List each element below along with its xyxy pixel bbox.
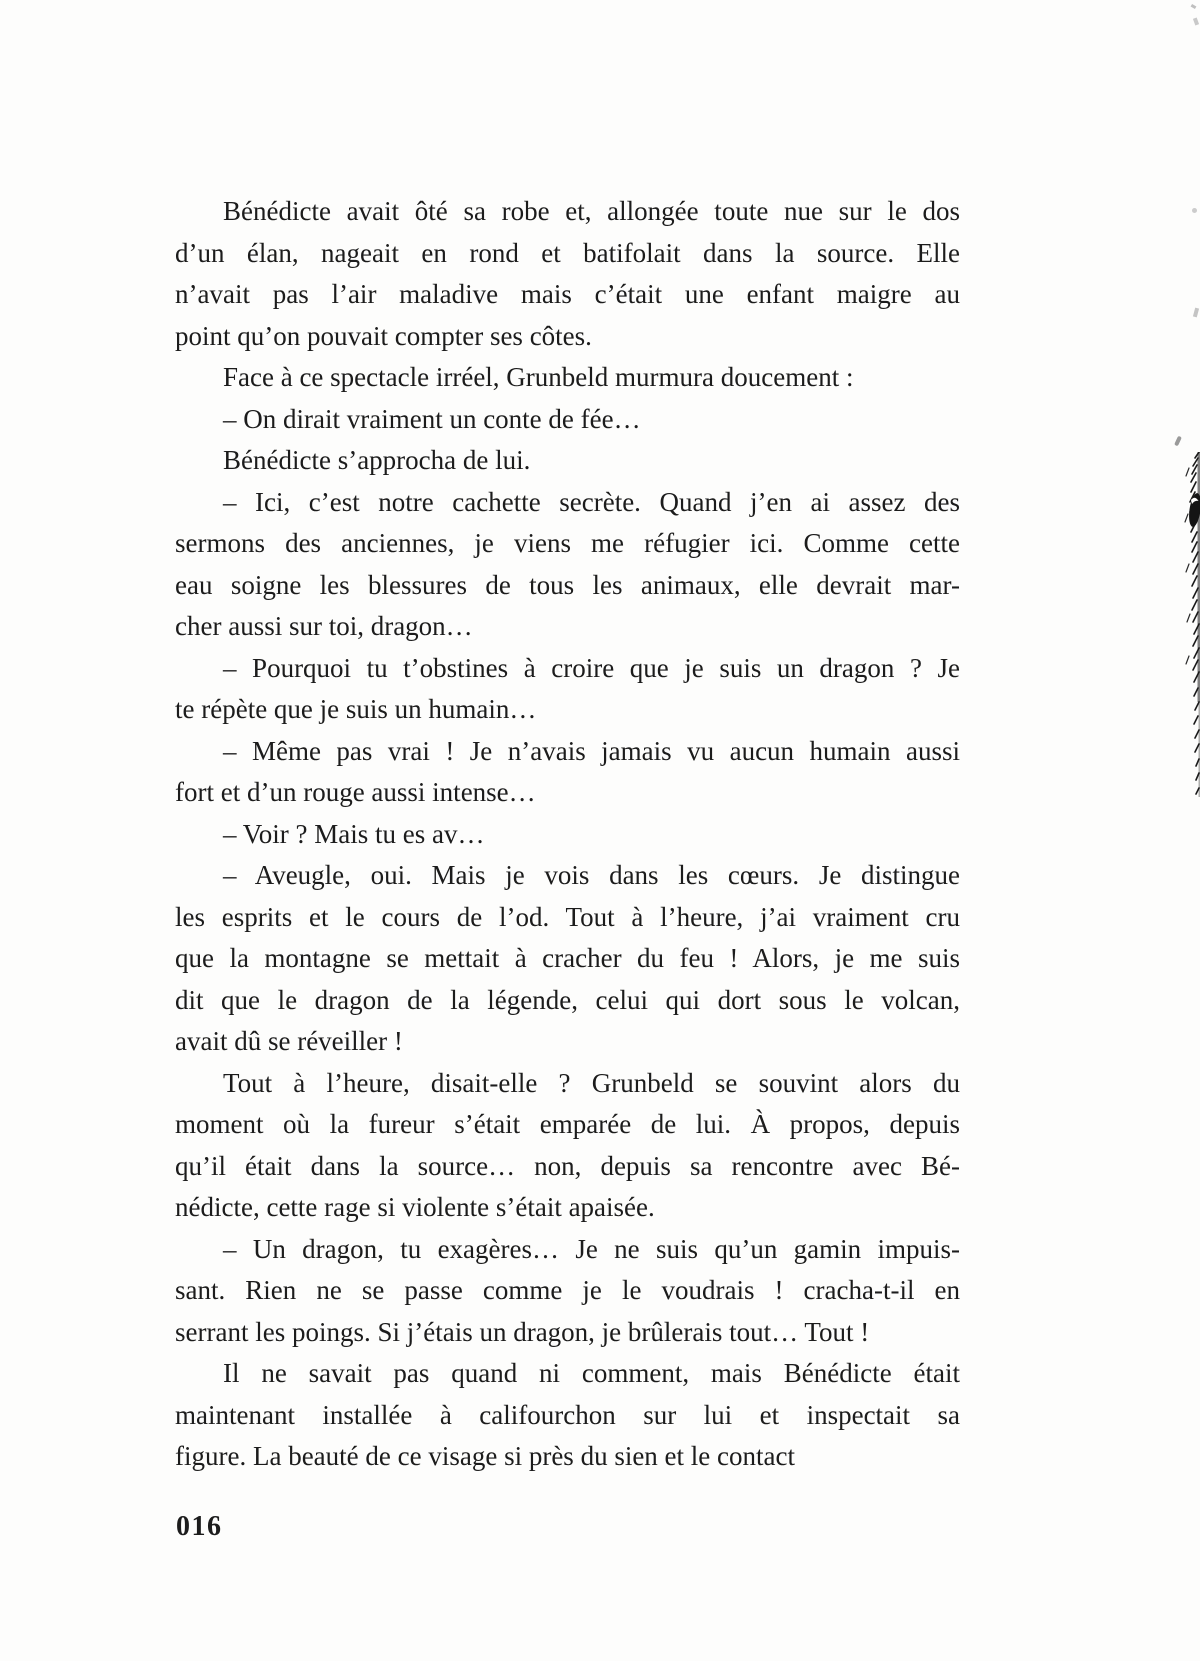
text-line: les esprits et le cours de l’od. Tout à l’heure, j’ai vraiment cru <box>175 901 960 932</box>
ink-sketch-icon <box>1184 452 1200 797</box>
paragraph <box>175 731 960 814</box>
text-line: Tout à l’heure, disait-elle ? Grunbeld se souvint alors du <box>223 1067 960 1098</box>
text-line: que la montagne se mettait à cracher du feu ! Alors, je me suis <box>175 943 960 973</box>
scan-speck <box>1193 308 1199 318</box>
text-line: sant. Rien ne se passe comme je le voudrais ! cracha-t-il en <box>175 1275 960 1305</box>
paragraph <box>175 1229 960 1354</box>
scan-speck <box>1193 18 1199 26</box>
text-line: – Aveugle, oui. Mais je vois dans les cœurs. Je distingue <box>223 860 960 890</box>
scan-speck <box>1191 4 1197 9</box>
text-line: sermons des anciennes, je viens me réfugier ici. Comme cette <box>175 528 960 558</box>
text-line: Bénédicte s’approcha de lui. <box>223 445 531 475</box>
paragraph <box>175 648 960 731</box>
text-line: – Un dragon, tu exagères… Je ne suis qu’un gamin impuis- <box>223 1233 960 1264</box>
paragraph <box>175 357 960 399</box>
text-line: – Ici, c’est notre cachette secrète. Quand j’en ai assez des <box>223 486 960 517</box>
scan-speck <box>1192 208 1197 213</box>
paragraph <box>175 855 960 1063</box>
text-line: – On dirait vraiment un conte de fée… <box>223 403 641 434</box>
text-line: avait dû se réveiller ! <box>175 1026 403 1056</box>
text-line: fort et d’un rouge aussi intense… <box>175 777 536 807</box>
text-line: serrant les poings. Si j’étais un dragon, je brûlerais tout… Tout ! <box>175 1316 870 1347</box>
paragraph <box>175 814 960 856</box>
page-number: 016 <box>176 1511 223 1542</box>
paragraph <box>175 1063 960 1229</box>
text-line: figure. La beauté de ce visage si près du sien et le contact <box>175 1441 795 1471</box>
text-line: Face à ce spectacle irréel, Grunbeld murmura doucement : <box>223 362 854 392</box>
paragraph <box>175 1353 960 1478</box>
scan-speck <box>1174 436 1182 447</box>
text-line: nédicte, cette rage si violente s’était apaisée. <box>175 1192 655 1222</box>
text-line: – Pourquoi tu t’obstines à croire que je suis un dragon ? Je <box>223 652 960 683</box>
edge-illustration-fragment <box>1184 452 1200 797</box>
text-line: eau soigne les blessures de tous les animaux, elle devrait mar- <box>175 569 960 600</box>
text-line: Bénédicte avait ôté sa robe et, allongée toute nue sur le dos <box>223 196 960 226</box>
text-line: – Même pas vrai ! Je n’avais jamais vu aucun humain aussi <box>223 735 960 766</box>
text-line: point qu’on pouvait compter ses côtes. <box>175 320 592 351</box>
text-line: qu’il était dans la source… non, depuis sa rencontre avec Bé- <box>175 1150 960 1181</box>
text-line: n’avait pas l’air maladive mais c’était une enfant maigre au <box>175 279 960 309</box>
paragraph <box>175 440 960 482</box>
text-line: cher aussi sur toi, dragon… <box>175 611 473 641</box>
text-line: maintenant installée à califourchon sur lui et inspectait sa <box>175 1399 960 1430</box>
text-line: dit que le dragon de la légende, celui qui dort sous le volcan, <box>175 984 960 1015</box>
text-line: – Voir ? Mais tu es av… <box>223 818 485 849</box>
text-line: d’un élan, nageait en rond et batifolait dans la source. Elle <box>175 237 960 268</box>
text-line: Il ne savait pas quand ni comment, mais Bénédicte était <box>223 1358 960 1388</box>
text-line: moment où la fureur s’était emparée de lui. À propos, depuis <box>175 1109 960 1139</box>
text-line: te répète que je suis un humain… <box>175 694 537 724</box>
paragraph <box>175 399 960 441</box>
page-text <box>175 191 960 1478</box>
paragraph <box>175 482 960 648</box>
paragraph <box>175 191 960 357</box>
